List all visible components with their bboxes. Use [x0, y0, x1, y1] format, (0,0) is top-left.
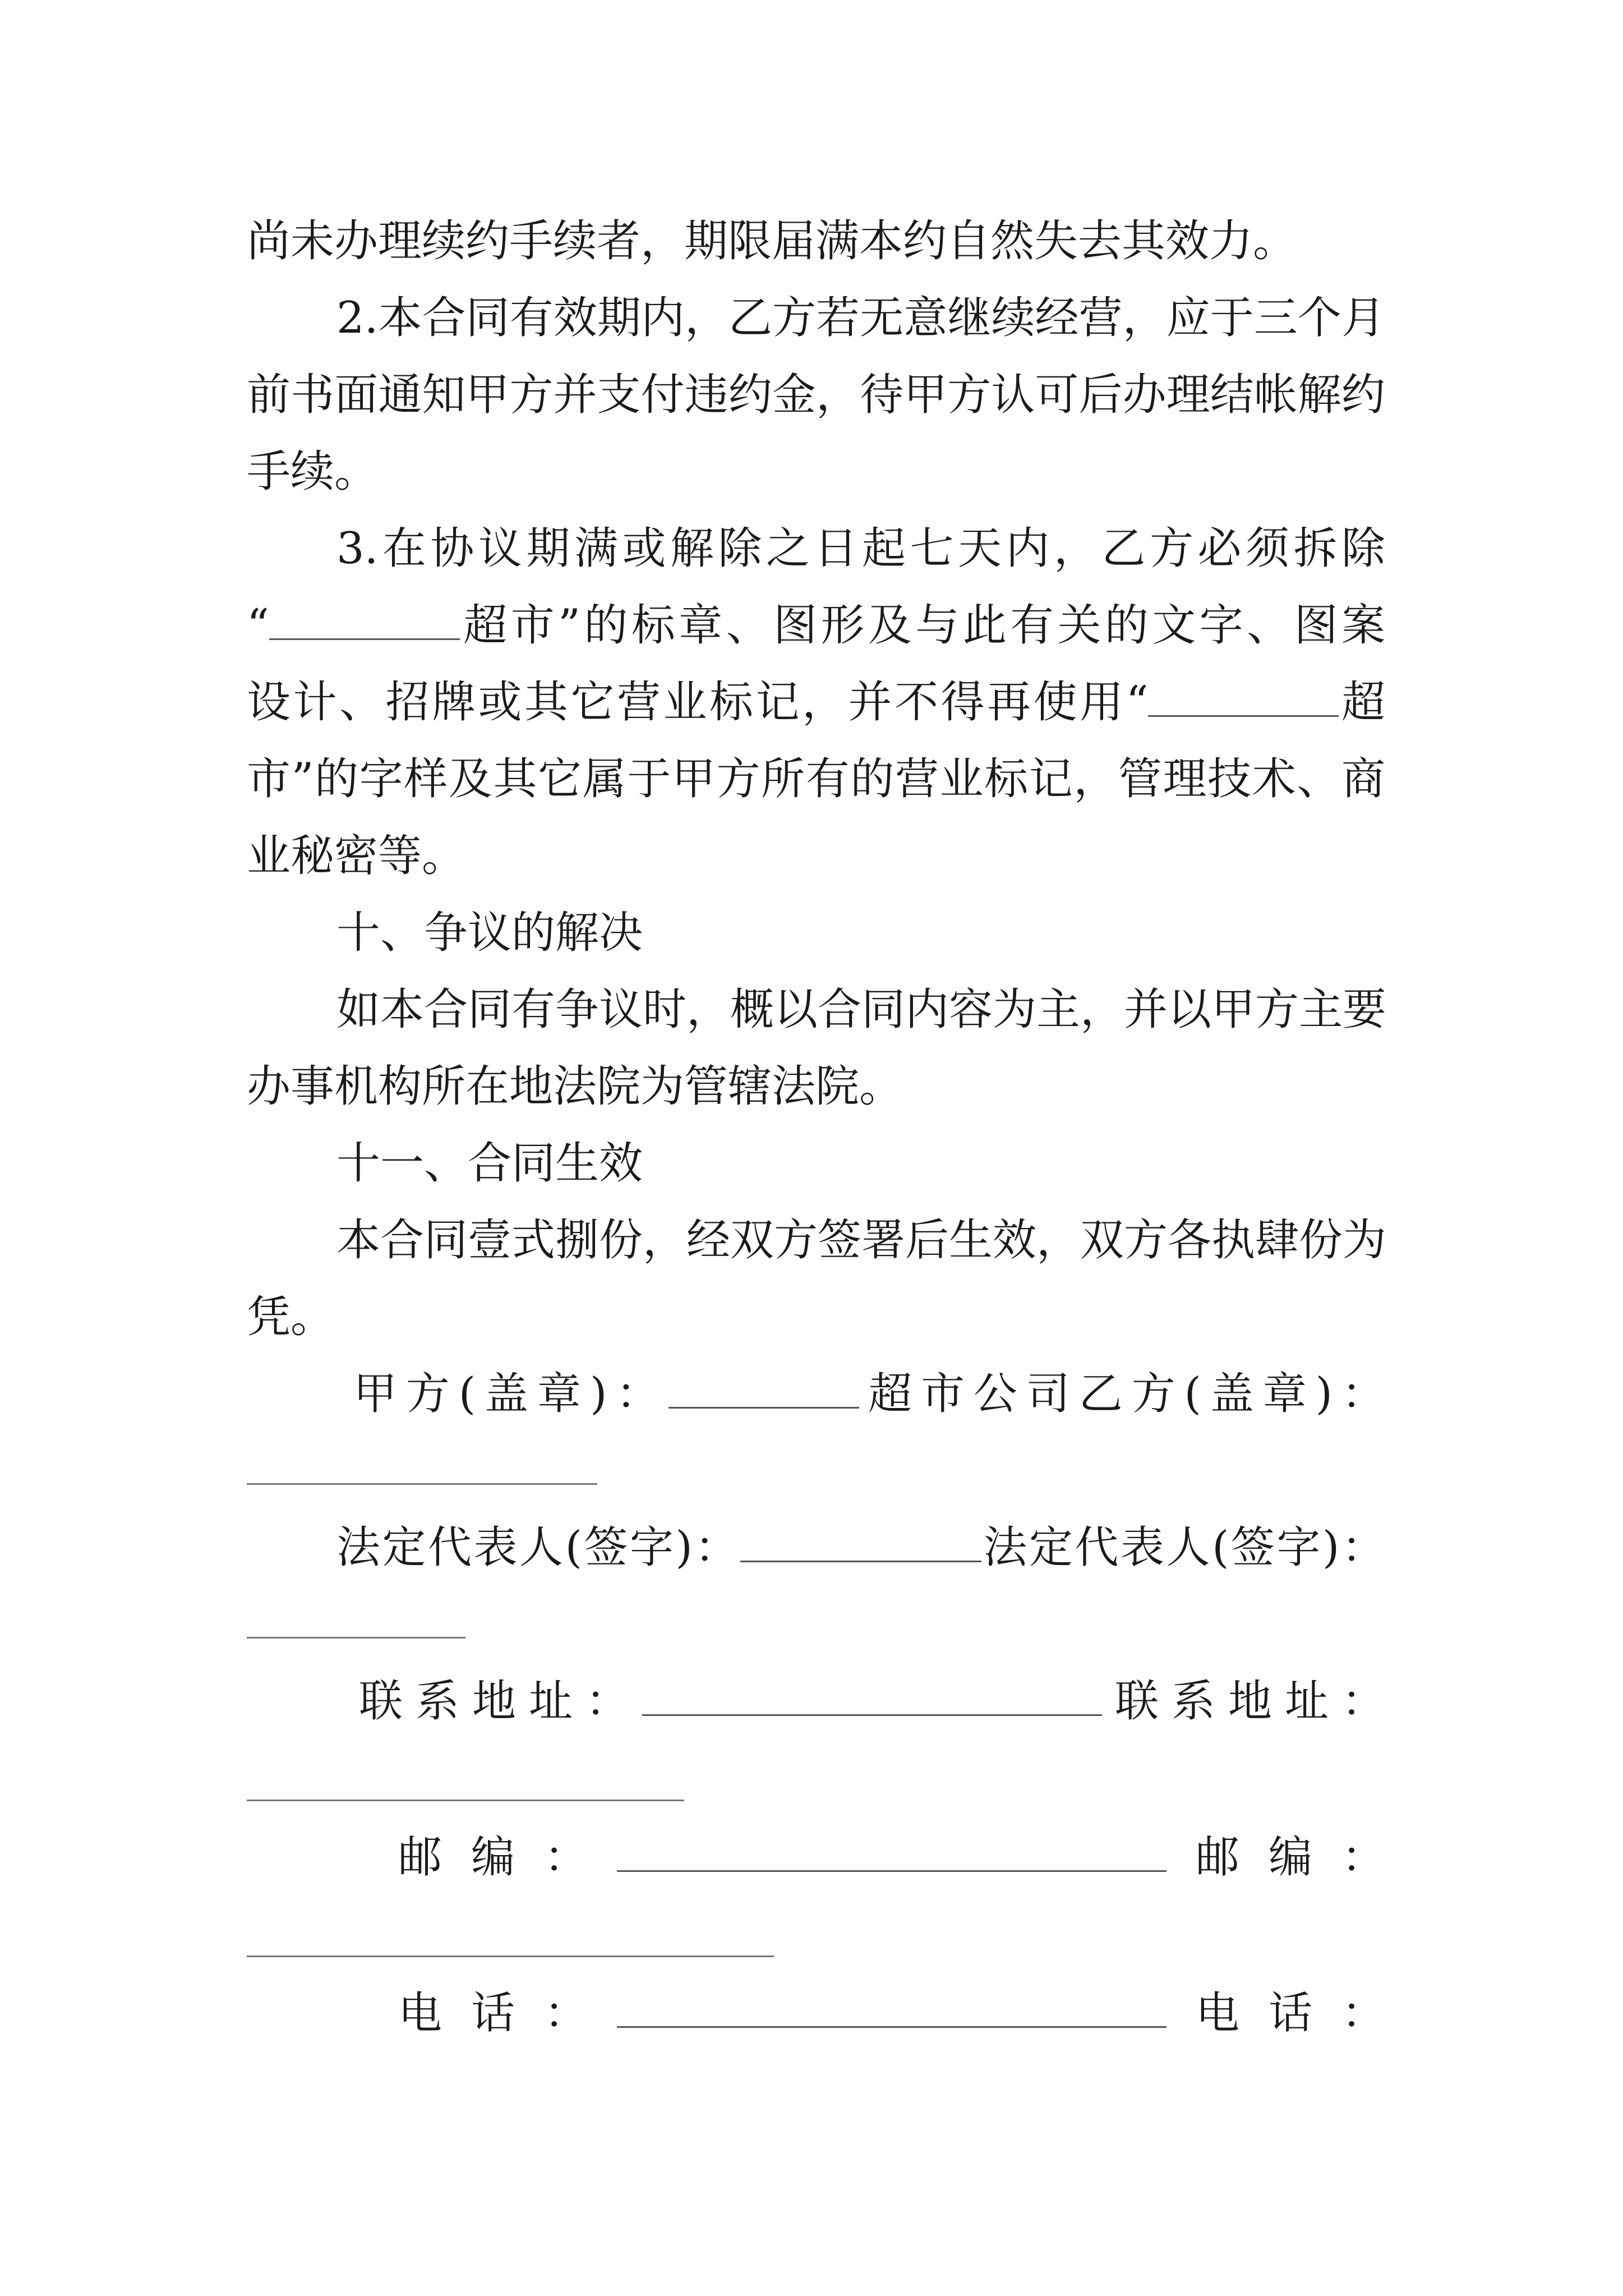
- legal-rep-a-label: 法定代表人(签字)：: [336, 1522, 740, 1573]
- section-11-line: 本合同壹式捌份，经双方签署后生效，双方各执肆份为: [336, 1215, 1387, 1266]
- postcode-a-blank: [617, 1831, 1166, 1872]
- quote-open: “: [247, 600, 269, 651]
- clause-3-line: [247, 587, 1385, 664]
- clause-2-line: 手续。: [247, 447, 379, 497]
- clause-3-line: 业秘密等。: [247, 831, 466, 881]
- phone-a-blank: [617, 1987, 1166, 2028]
- clause-3-line: [247, 664, 1385, 741]
- phone-b-label: 电话：: [1166, 1988, 1385, 2039]
- section-heading-10: 十、争议的解决: [336, 908, 643, 958]
- legal-rep-b-blank: [247, 1637, 465, 1639]
- address-b-label: 联系地址：: [1102, 1676, 1385, 1727]
- phone-row: [398, 1975, 1385, 2052]
- section-10-line: 如本合同有争议时，概以合同内容为主，并以甲方主要: [336, 984, 1387, 1035]
- party-b-label: 超市公司乙方(盖章)：: [859, 1369, 1385, 1419]
- paragraph-line: 尚未办理续约手续者，期限届满本约自然失去其效力。: [247, 216, 1297, 266]
- address-a-blank: [642, 1675, 1102, 1716]
- party-a-blank: [668, 1368, 859, 1409]
- party-b-blank: [247, 1483, 597, 1485]
- clause-3-text: 设计、招牌或其它营业标记，并不得再使用“: [247, 677, 1149, 728]
- clause-3-line: 市”的字样及其它属于甲方所有的营业标记，管理技术、商: [247, 754, 1385, 804]
- legal-rep-b-label: 法定代表人(签字)：: [981, 1522, 1385, 1573]
- clause-3-line: 3.在协议期满或解除之日起七天内，乙方必须拆除: [336, 523, 1385, 574]
- section-11-line: 凭。: [247, 1292, 335, 1342]
- section-heading-11: 十一、合同生效: [336, 1138, 643, 1189]
- legal-rep-row: [336, 1510, 1385, 1586]
- store-name-blank: [1148, 676, 1339, 717]
- clause-3-text: 超市”的标章、图形及与此有关的文字、图案: [459, 600, 1385, 651]
- postcode-row: [398, 1819, 1385, 1896]
- party-a-label: 甲方(盖章)：: [353, 1369, 669, 1419]
- postcode-b-label: 邮编：: [1166, 1832, 1385, 1883]
- address-b-blank: [247, 1800, 684, 1801]
- signature-party-row: [353, 1356, 1385, 1433]
- clause-2-line: 前书面通知甲方并支付违约金，待甲方认可后办理结帐解约: [247, 370, 1385, 420]
- phone-a-label: 电话：: [398, 1988, 617, 2039]
- section-10-line: 办事机构所在地法院为管辖法院。: [247, 1061, 903, 1112]
- address-a-label: 联系地址：: [359, 1676, 642, 1727]
- postcode-a-label: 邮编：: [398, 1832, 617, 1883]
- legal-rep-a-blank: [740, 1521, 981, 1562]
- address-row: [359, 1663, 1385, 1740]
- postcode-b-blank: [247, 1955, 774, 1957]
- clause-2-line: 2.本合同有效期内，乙方若无意继续经营，应于三个月: [336, 293, 1385, 343]
- clause-3-text: 超: [1339, 677, 1385, 728]
- store-name-blank: [269, 599, 460, 640]
